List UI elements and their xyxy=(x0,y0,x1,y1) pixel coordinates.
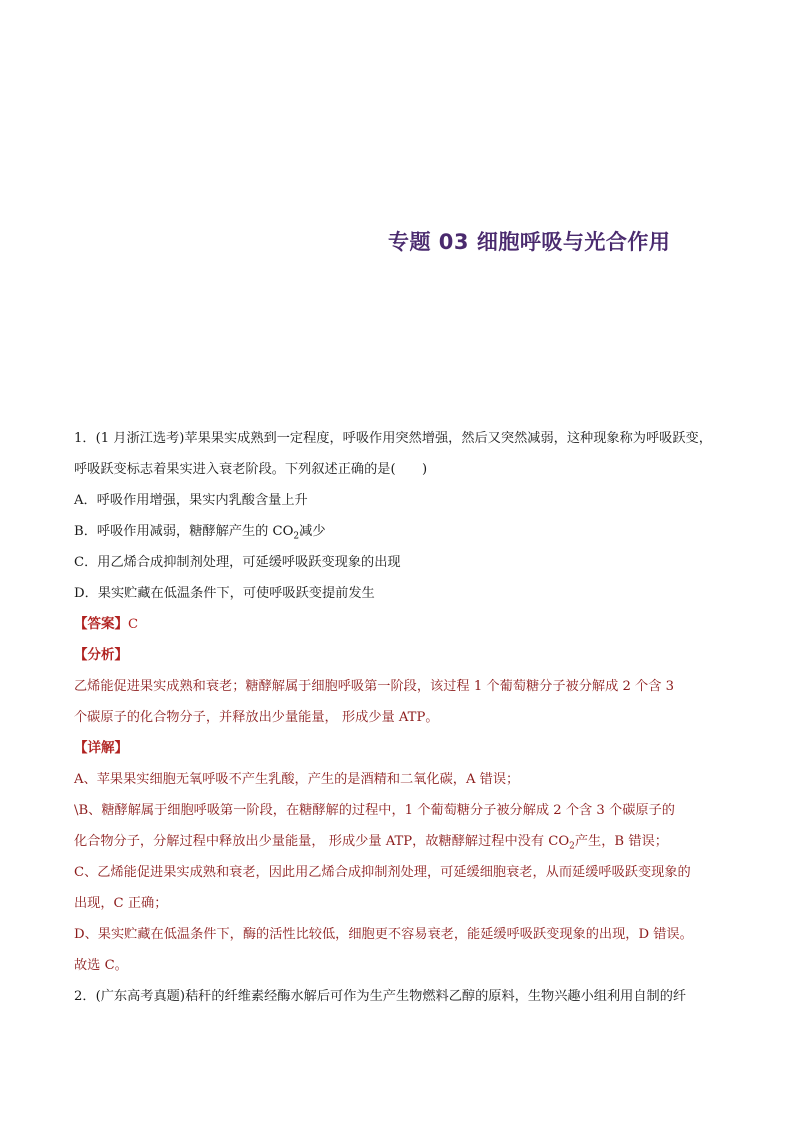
detail-b-line2-subscript: 2 xyxy=(569,841,575,852)
question-content xyxy=(74,423,724,1012)
q1-stem-line2: 呼吸跃变标志着果实进入衰老阶段。下列叙述正确的是( ) xyxy=(74,462,428,477)
analysis-line1: 乙烯能促进果实成熟和衰老；糖酵解属于细胞呼吸第一阶段，该过程 1 个葡萄糖分子被分解成 2 个含 3 xyxy=(74,679,675,694)
q1-option-b-tail: 减少 xyxy=(299,524,326,539)
detail-row xyxy=(74,733,724,764)
q1-option-b-subscript: 2 xyxy=(293,531,300,542)
analysis-label: 【分析】 xyxy=(74,647,128,663)
analysis-row xyxy=(74,640,724,671)
detail-c-line1: C、乙烯能促进果实成熟和衰老，因此用乙烯合成抑制剂处理，可延缓细胞衰老，从而延缓呼吸跃变现象的 xyxy=(74,865,691,880)
detail-b-line2-tail: 产生，B 错误； xyxy=(574,834,668,849)
q1-option-b-text: B．呼吸作用减弱，糖酵解产生的 CO xyxy=(74,524,294,539)
q1-stem-line1: 1．(1 月浙江选考)苹果果实成熟到一定程度，呼吸作用突然增强，然后又突然减弱，这种现象称为呼吸跃变， xyxy=(74,431,712,446)
detail-b-line1: \B、糖酵解属于细胞呼吸第一阶段，在糖酵解的过程中，1 个葡萄糖分子被分解成 2 个含 3 个碳原子的 xyxy=(74,803,675,818)
detail-b-line2 xyxy=(74,826,724,857)
document-title: 专题 03 细胞呼吸与光合作用 xyxy=(388,230,671,254)
detail-label: 【详解】 xyxy=(74,740,128,756)
analysis-line2: 个碳原子的化合物分子，并释放出少量能量， 形成少量 ATP。 xyxy=(74,710,439,725)
detail-b-line2-text: 化合物分子，分解过程中释放出少量能量， 形成少量 ATP，故糖酵解过程中没有 CO xyxy=(74,834,570,849)
q1-option-a: A．呼吸作用增强，果实内乳酸含量上升 xyxy=(74,493,308,508)
answer-label: 【答案】 xyxy=(74,616,128,632)
detail-c-line2: 出现，C 正确； xyxy=(74,896,168,911)
answer-row xyxy=(74,609,724,640)
q1-option-b xyxy=(74,516,724,547)
q1-option-d: D．果实贮藏在低温条件下，可使呼吸跃变提前发生 xyxy=(74,586,375,601)
conclusion: 故选 C。 xyxy=(74,958,128,973)
detail-d: D、果实贮藏在低温条件下，酶的活性比较低，细胞更不容易衰老，能延缓呼吸跃变现象的出现，D 错误。 xyxy=(74,927,693,942)
q2-stem-line1: 2．(广东高考真题)秸秆的纤维素经酶水解后可作为生产生物燃料乙醇的原料，生物兴趣小组利用自制的纤 xyxy=(74,989,687,1004)
answer-value: C xyxy=(128,617,139,632)
q1-option-c: C．用乙烯合成抑制剂处理，可延缓呼吸跃变现象的出现 xyxy=(74,555,401,570)
detail-a: A、苹果果实细胞无氧呼吸不产生乳酸，产生的是酒精和二氧化碳，A 错误； xyxy=(74,772,520,787)
